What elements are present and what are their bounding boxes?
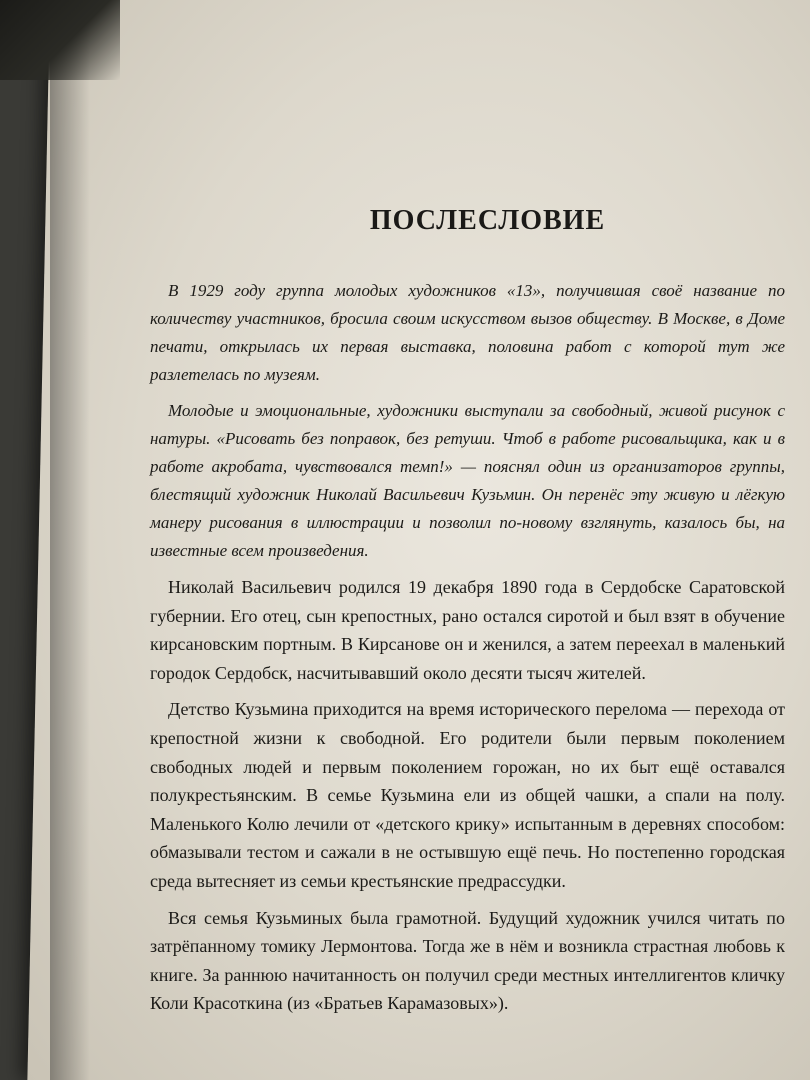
paragraph-5: Вся семья Кузьминых была грамотной. Будущий художник учился читать по затрёпанному томику Лермонтова. Тогда же в нём и возникла страстная любовь к книге. За раннюю начитанность он получил среди местных интеллигентов кличку Коли Красоткина (из «Братьев Карамазовых»). [150,907,785,1014]
paragraph-3: Николай Васильевич родился 19 декабря 1890 года в Сердобске Саратовской губернии. Его отец, сын крепостных, рано остался сиротой и был взят в обучение кирсановским портным. В Кирсанове он и женился, а затем переехал в маленький городок Сердобск, насчитывавший около десяти тысяч жителей. [150,577,785,683]
page-text-block [150,205,785,1026]
page-title: ПОСЛЕСЛОВИЕ [369,205,606,236]
page-gutter-shadow [50,0,90,1080]
paragraph-2: Молодые и эмоциональные, художники выступали за свободный, живой рисунок с натуры. «Рисовать без поправок, без ретуши. Чтоб в работе рисовальщика, как и в работе акробата, чувствовался темп!» — пояснял один из организаторов группы, блестящий художник Николай Васильевич Кузьмин. Он перенёс эту живую и лёгкую манеру рисования в иллюстрации и позволил по-новому взглянуть, казалось бы, на известные всем произведения. [150,401,785,560]
background-dark-corner [0,0,120,80]
paragraph-1: В 1929 году группа молодых художников «13», получившая своё название по количеству участников, бросила своим искусством вызов обществу. В Москве, в Доме печати, открылась их первая выставка, половина работ с которой тут же разлетелась по музеям. [150,281,785,384]
paragraph-4: Детство Кузьмина приходится на время исторического перелома — перехода от крепостной жизни к свободной. Его родители были первым поколением свободных людей и первым поколением горожан, но их быт ещё оставался полукрестьянским. В семье Кузьмина ели из общей чашки, а спали на полу. Маленького Колю лечили от «детского крику» испытанным в деревнях способом: обмазывали тестом и сажали в не остывшую ещё печь. Но постепенно городская среда вытесняет из семьи крестьянские предрассудки. [150,699,785,891]
